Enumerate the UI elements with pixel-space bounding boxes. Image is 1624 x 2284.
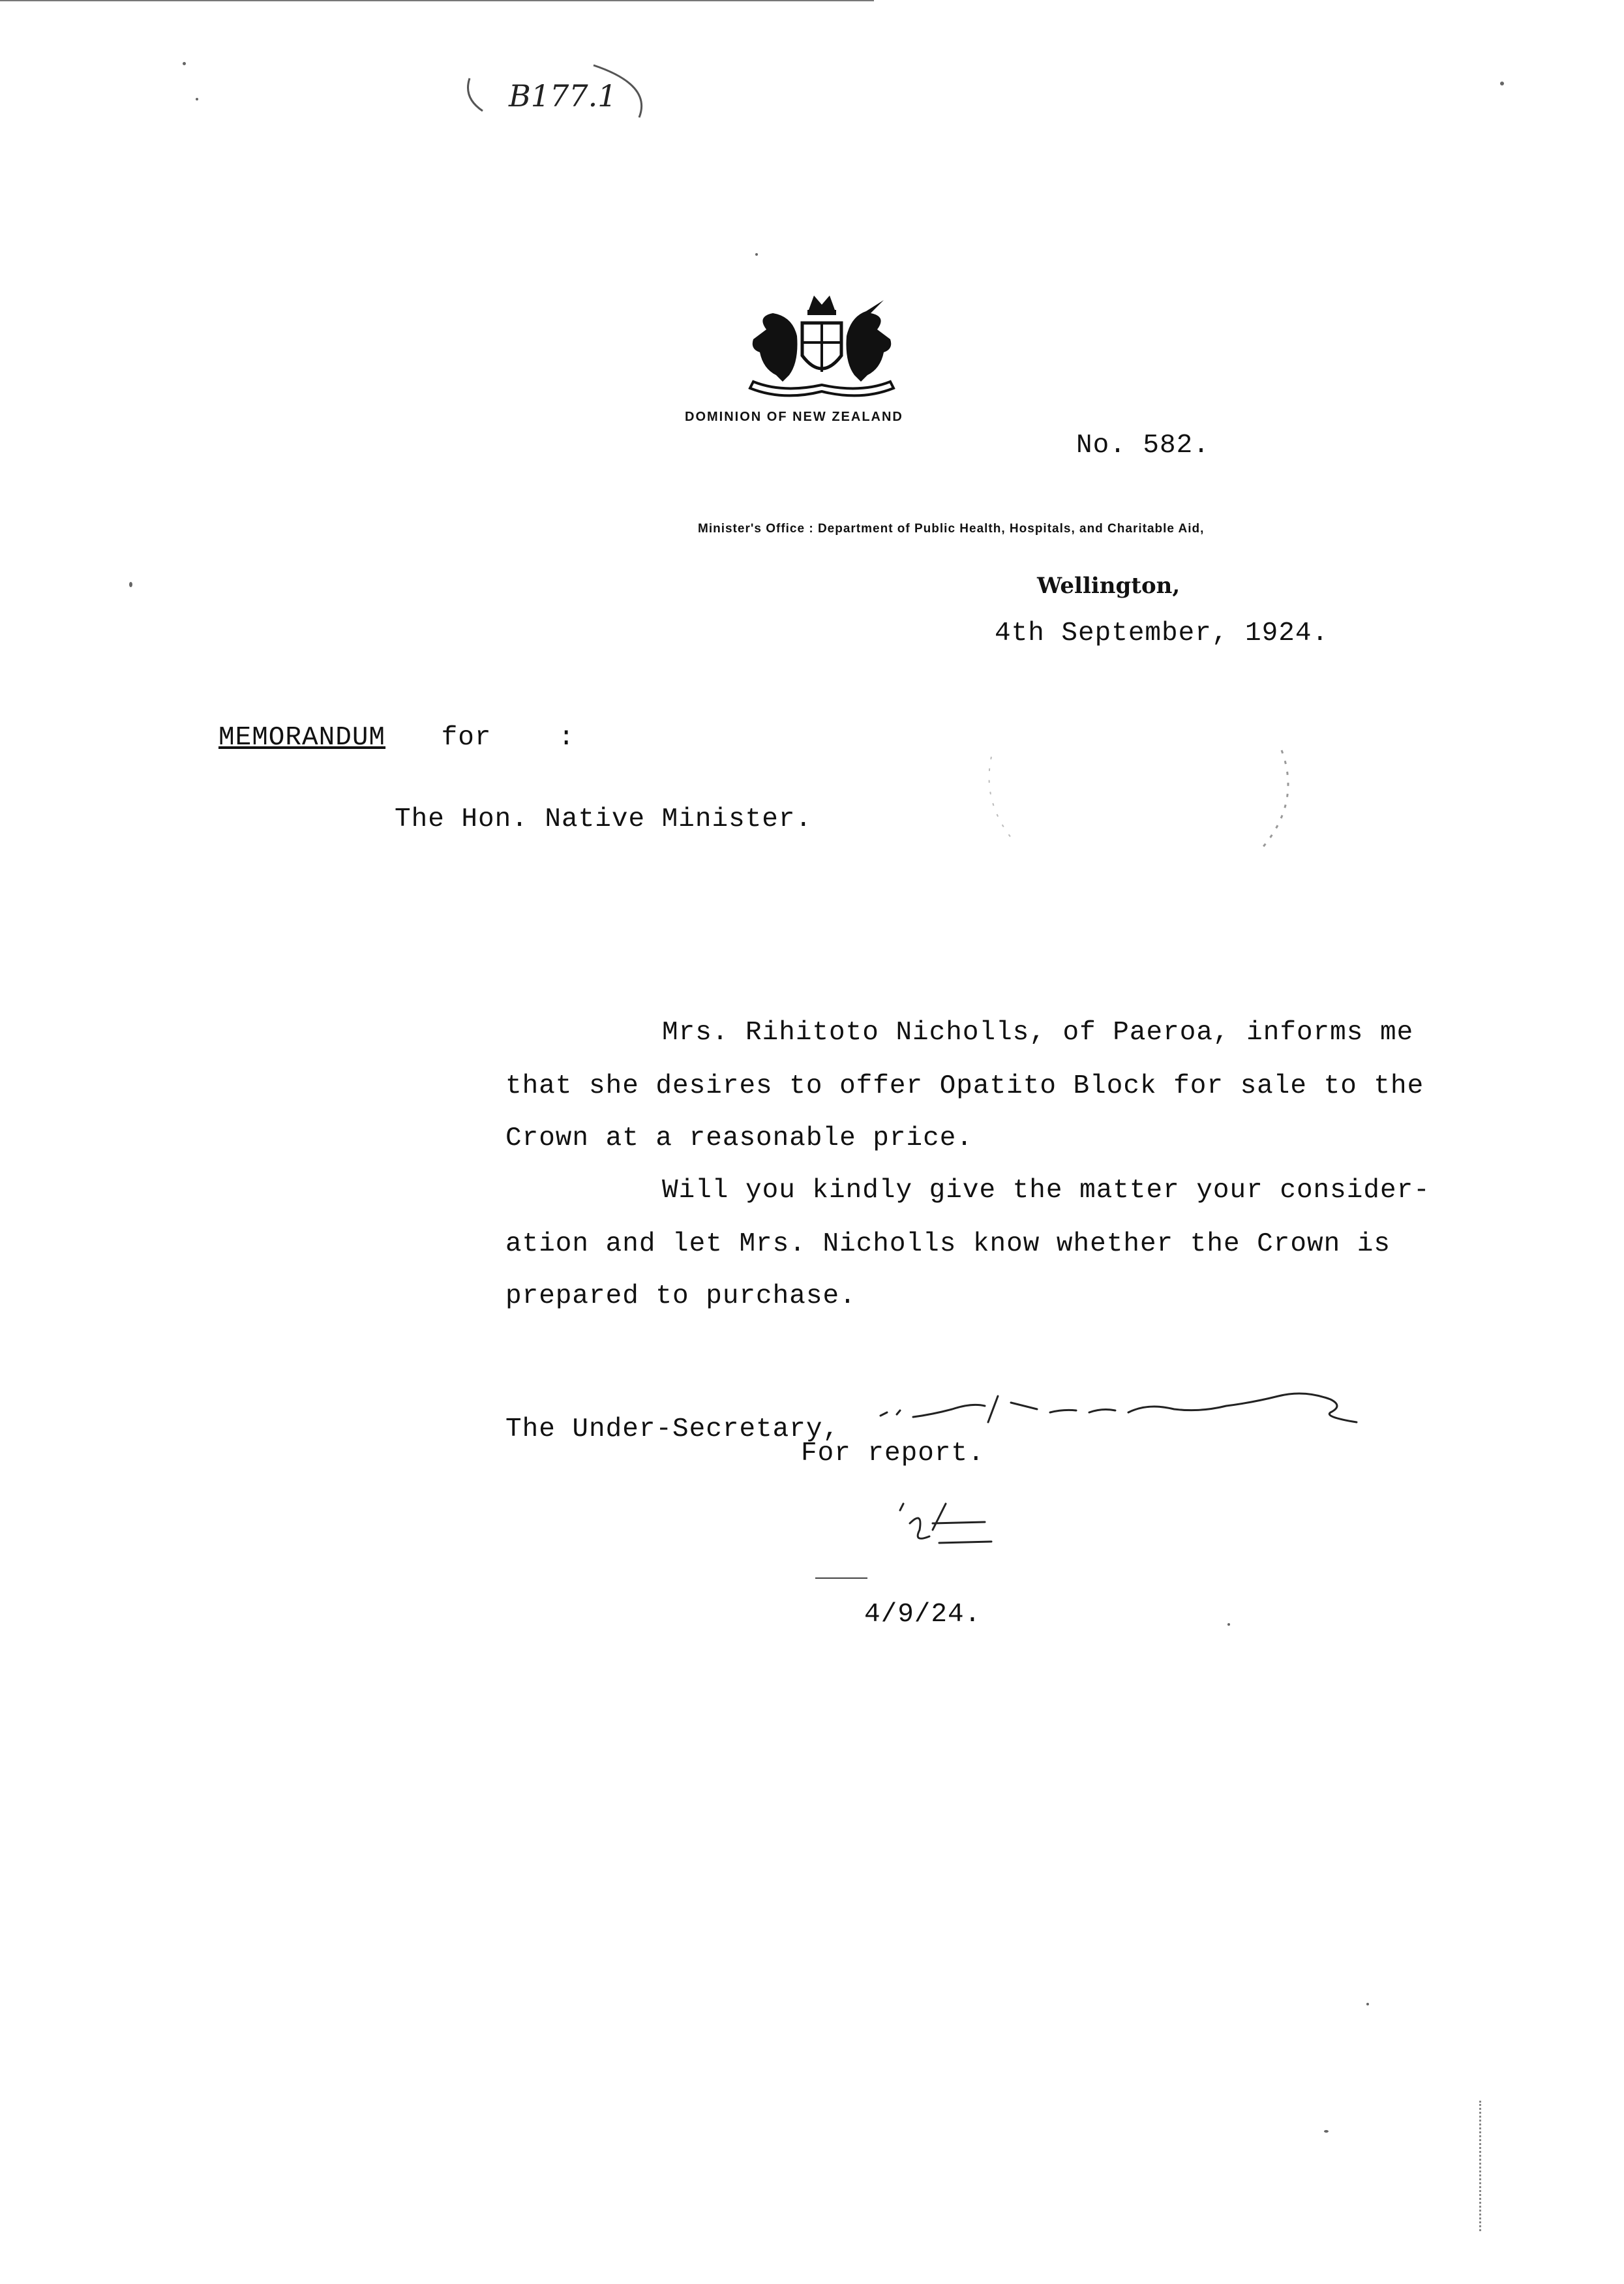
annotation-instruction: For report. [801,1439,985,1469]
annotation-date: 4/9/24. [864,1600,982,1630]
memo-heading-title: MEMORANDUM [218,723,386,753]
body-line-4: Will you kindly give the matter your consider- [662,1176,1430,1206]
coat-of-arms-emblem [737,290,907,404]
letterhead-country: DOMINION OF NEW ZEALAND [685,410,903,424]
initials-underline [815,1577,867,1579]
letterhead-city: Wellington, [1037,573,1180,599]
margin-speck [1227,1623,1230,1626]
memo-addressee: The Hon. Native Minister. [395,804,813,834]
annotation-to: The Under-Secretary, [505,1414,840,1444]
memo-number: No. 582. [1076,431,1210,461]
memo-heading-suffix: for : [441,723,575,753]
margin-speck [1500,82,1504,85]
margin-speck [129,582,132,587]
body-line-2: that she desires to offer Opatito Block for sale to the [505,1071,1424,1101]
edge-dotted-mark [1479,2101,1483,2231]
body-line-5: ation and let Mrs. Nicholls know whether the Crown is [505,1229,1391,1259]
letterhead-office: Minister's Office : Department of Public Health, Hospitals, and Charitable Aid, [698,522,1205,536]
faint-stamp-mark [975,705,1301,861]
body-line-6: prepared to purchase. [505,1281,856,1311]
archive-reference-circle [457,59,665,137]
memo-heading [218,723,575,753]
archive-reference-text: B177.1 [509,78,617,114]
margin-speck [755,253,758,256]
initials-scrawl [894,1491,1017,1576]
margin-speck [183,62,186,65]
body-line-1: Mrs. Rihitoto Nicholls, of Paeroa, informs me [662,1018,1414,1048]
margin-speck [196,98,198,100]
margin-speck [1366,2003,1369,2005]
memo-date: 4th September, 1924. [995,618,1329,648]
margin-speck [1324,2130,1329,2133]
body-line-3: Crown at a reasonable price. [505,1123,973,1153]
top-edge-rule [0,0,874,1]
